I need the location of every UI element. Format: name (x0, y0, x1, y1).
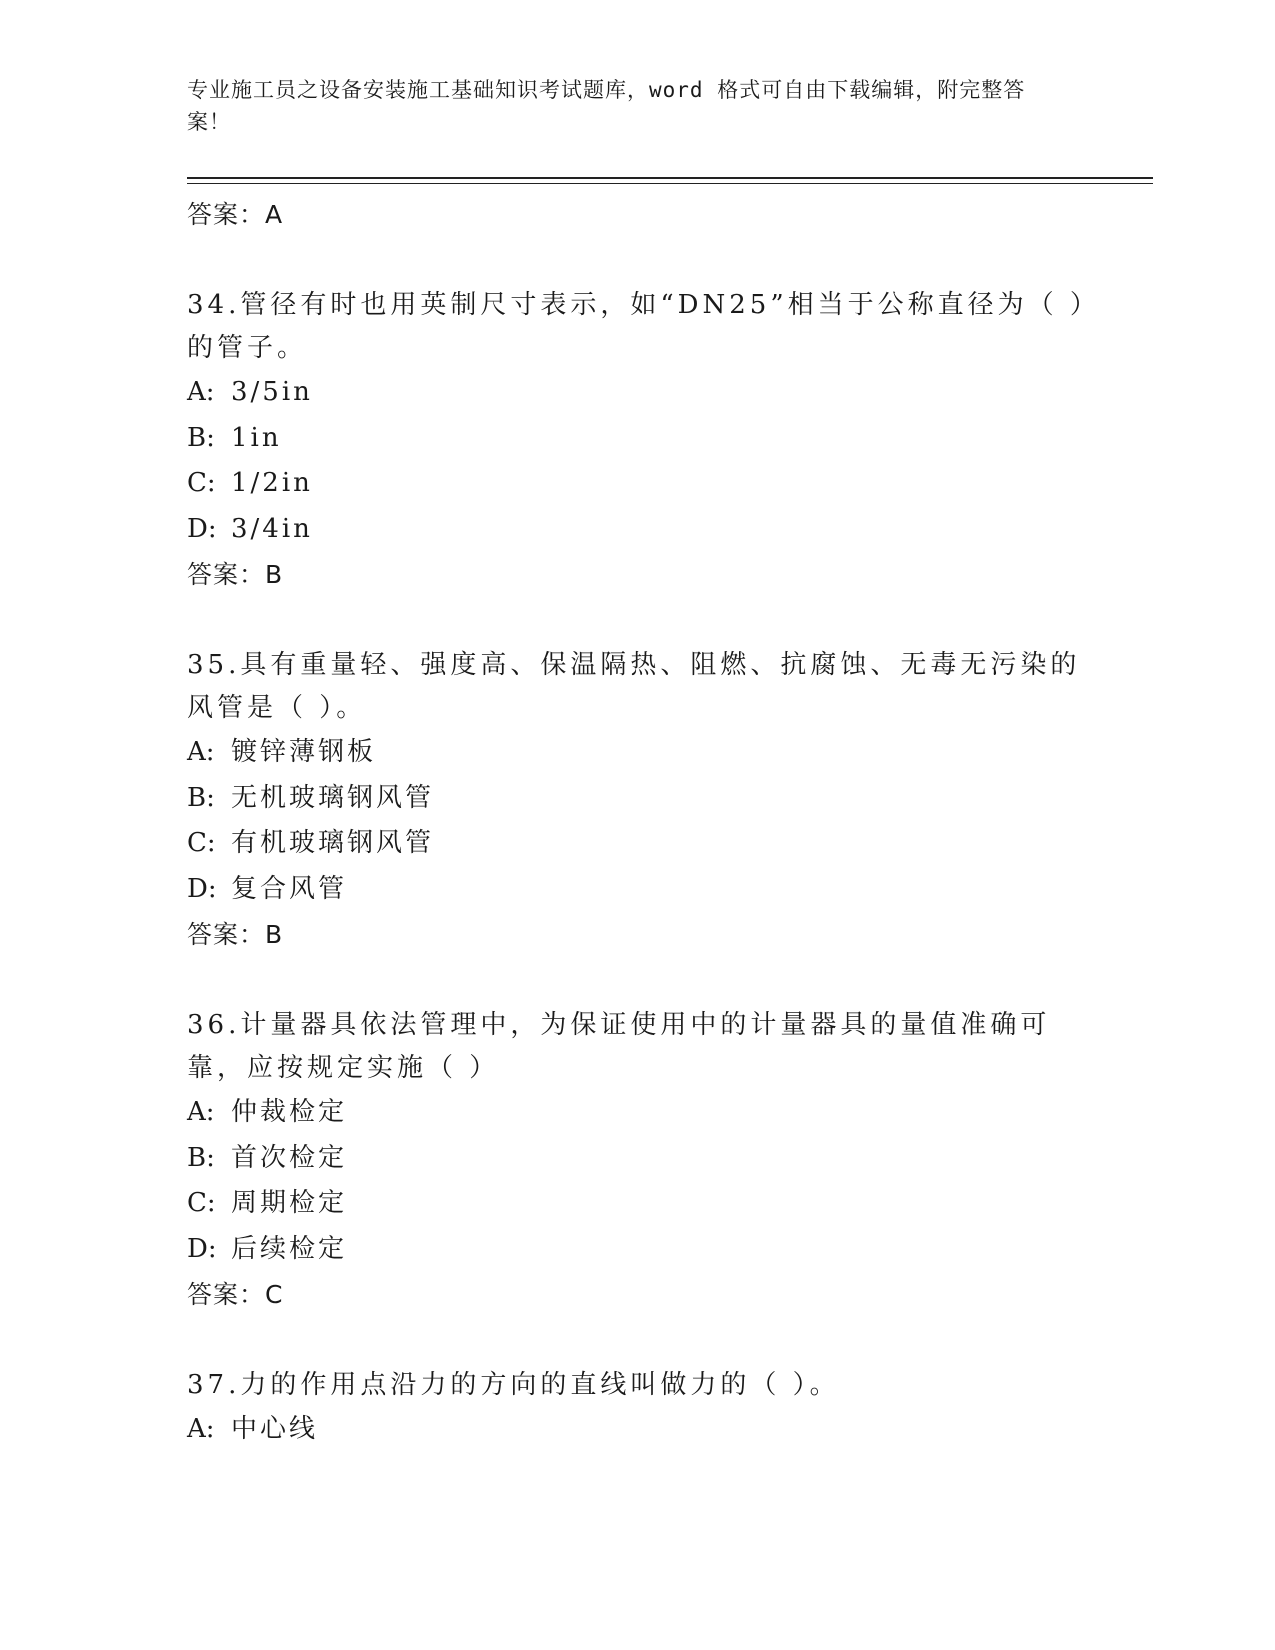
previous-answer: 答案：A (187, 200, 284, 229)
option-b (187, 1136, 1087, 1182)
option-text: 无机玻璃钢风管 (231, 782, 435, 813)
option-text: 3/5in (231, 377, 313, 407)
question-34 (187, 284, 1087, 598)
answer-line: 答案：C (187, 1280, 284, 1309)
option-key: C: (187, 1188, 216, 1218)
option-key: B: (187, 422, 215, 453)
spacer (187, 598, 1087, 644)
option-d (187, 867, 1087, 913)
option-key: A: (187, 1414, 215, 1444)
header-divider (187, 177, 1153, 179)
question-stem: 35.具有重量轻、强度高、保温隔热、阻燃、抗腐蚀、无毒无污染的风管是（ ）。 (187, 650, 1081, 723)
option-text: 首次检定 (231, 1142, 348, 1173)
option-text: 后续检定 (231, 1233, 348, 1264)
option-c (187, 461, 1087, 507)
option-text: 1in (231, 422, 282, 453)
option-text: 3/4in (231, 513, 313, 544)
option-b (187, 416, 1087, 462)
option-text: 有机玻璃钢风管 (231, 828, 435, 858)
answer-line: 答案：B (187, 560, 284, 589)
header-divider-thin (187, 183, 1153, 184)
spacer (187, 1318, 1087, 1364)
option-c (187, 821, 1087, 867)
option-text: 复合风管 (231, 873, 348, 904)
question-37 (187, 1364, 1087, 1453)
option-key: C: (187, 828, 216, 858)
option-d (187, 507, 1087, 553)
option-a (187, 1090, 1087, 1136)
option-c (187, 1181, 1087, 1227)
answer-line: 答案：B (187, 920, 284, 949)
question-stem: 37.力的作用点沿力的方向的直线叫做力的（ ）。 (187, 1370, 840, 1400)
option-text: 仲裁检定 (231, 1097, 348, 1127)
option-b (187, 776, 1087, 822)
option-key: D: (187, 873, 217, 904)
option-a (187, 370, 1087, 416)
option-key: B: (187, 1142, 215, 1173)
question-stem: 34.管径有时也用英制尺寸表示，如“DN25”相当于公称直径为（ ）的管子。 (187, 290, 1087, 363)
spacer (187, 958, 1087, 1004)
option-key: A: (187, 737, 215, 767)
option-key: D: (187, 1233, 217, 1264)
question-list (187, 192, 1087, 1453)
option-key: A: (187, 1097, 215, 1127)
question-stem: 36.计量器具依法管理中，为保证使用中的计量器具的量值准确可靠，应按规定实施（ ） (187, 1010, 1051, 1083)
option-key: D: (187, 513, 217, 544)
document-header: 专业施工员之设备安装施工基础知识考试题库，word 格式可自由下载编辑，附完整答案！ (187, 78, 1026, 134)
option-d (187, 1227, 1087, 1273)
spacer (187, 238, 1087, 284)
option-a (187, 730, 1087, 776)
option-text: 中心线 (231, 1414, 319, 1444)
option-key: C: (187, 468, 216, 498)
option-key: B: (187, 782, 215, 813)
option-text: 镀锌薄钢板 (231, 737, 377, 767)
option-key: A: (187, 377, 215, 407)
question-35 (187, 644, 1087, 958)
option-text: 1/2in (231, 468, 313, 498)
option-a (187, 1407, 1087, 1453)
question-36 (187, 1004, 1087, 1318)
option-text: 周期检定 (231, 1188, 348, 1218)
